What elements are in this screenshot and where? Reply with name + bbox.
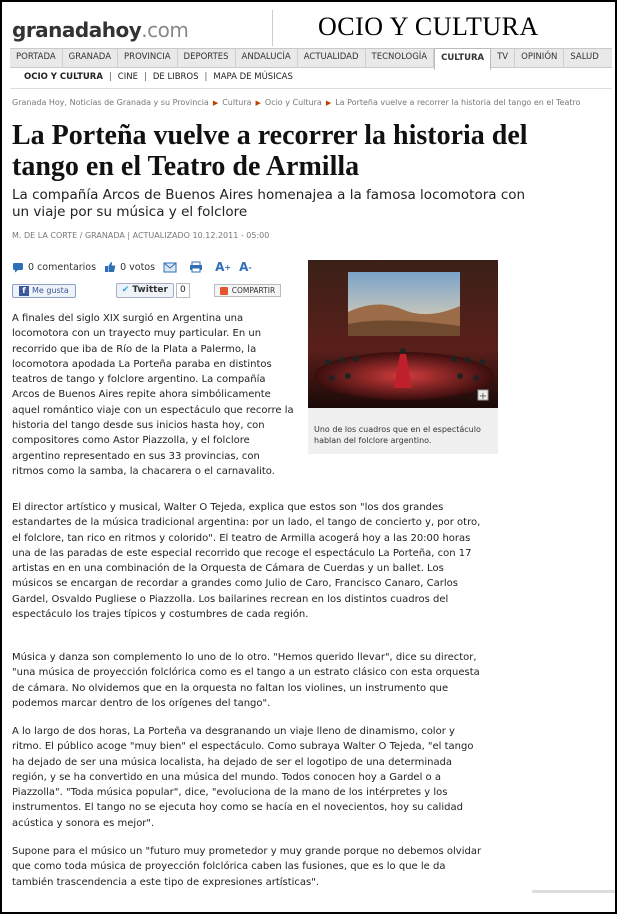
breadcrumb-home[interactable]: Granada Hoy, Noticias de Granada y su Provincia [12, 98, 209, 107]
nav-item-actualidad[interactable]: ACTUALIDAD [298, 48, 366, 68]
article-title: La Porteña vuelve a recorrer la historia del tango en el Teatro de Armilla [12, 120, 528, 182]
section-title: OCIO Y CULTURA [318, 12, 539, 41]
article-paragraph-3: A lo largo de dos horas, La Porteña va desgranando un viaje lleno de dinamismo, color y ritmo. El público acoge "muy bien" el espectáculo. Como subraya Walter O Tejeda, "el tango ha dejado de ser una música localista, ha dejado de ser el logotipo de una determinada región, y se ha convertido en una música del mundo. Todos conocen hoy a Gardel o a Piazzolla". "Toda música popular", dice, "evoluciona de la mano de los intérpretes y los instrumentos. El tango no se ejecuta hoy como se hacía en el novecientos, hoy su calidad acústica y sonora es mejor". [12, 726, 474, 829]
facebook-like-label: Me gusta [32, 285, 69, 295]
subnav-separator: | [143, 72, 147, 82]
subnav-item-libros[interactable]: DE LIBROS [152, 72, 199, 82]
subnav-separator: | [108, 72, 112, 82]
facebook-icon: f [19, 286, 29, 296]
article-lead: A finales del siglo XIX surgió en Argentina una locomotora con un trayecto muy particular. En un recorrido que iba de Río de la Plata a Palermo, la locomotora apodada La Porteña paraba en distintos teatros de tango y folclore argentino. La compañía Arcos de Buenos Aires repite ahora simbólicamente aquel romántico viaje con un espectáculo que recorre la historia del tango desde sus inicios hasta hoy, con compositores como Astor Piazzolla, y el folclore argentino representado en sus 33 provincias, con ritmos como la samba, la chacarera o el carnavalito. [12, 313, 294, 477]
photo-caption: Uno de los cuadros que en el espectáculo hablan del folclore argentino. [314, 425, 481, 445]
share-button[interactable] [214, 284, 281, 297]
share-icon [220, 287, 228, 295]
twitter-count: 0 [176, 283, 190, 298]
votes-link[interactable] [104, 261, 155, 273]
twitter-label: Twitter [132, 285, 168, 295]
breadcrumb-cultura[interactable]: Cultura [222, 98, 252, 107]
font-increase-button[interactable] [215, 260, 231, 274]
mail-icon [163, 261, 177, 273]
article-photo[interactable] [308, 260, 498, 408]
plus-icon: + [224, 262, 232, 272]
article-tools [12, 260, 260, 274]
comments-count: 0 comentarios [28, 261, 97, 273]
print-button[interactable] [189, 261, 207, 273]
nav-item-deportes[interactable]: DEPORTES [178, 48, 236, 68]
article-byline: M. DE LA CORTE / GRANADA | ACTUALIZADO 10.12.2011 - 05:00 [12, 231, 270, 240]
article-paragraph-2: Música y danza son complemento lo uno de lo otro. "Hemos querido llevar", dice su director, "una música de proyección folclórica como es el tango a un estrato clásico con esta orquesta de cámara. No olvidemos que en la orquesta no faltan los violines, un instrumento que podemos marcar dentro de los orígenes del tango". [12, 652, 480, 709]
thumbs-up-icon [104, 261, 116, 273]
facebook-like-button[interactable] [12, 284, 76, 298]
social-bar [12, 283, 281, 298]
nav-item-opinion[interactable]: OPINIÓN [515, 48, 564, 68]
sub-nav [22, 72, 299, 82]
nav-item-andalucia[interactable]: ANDALUCÍA [236, 48, 298, 68]
nav-item-salud[interactable]: SALUD [570, 52, 599, 62]
chevron-right-icon: ▶ [325, 99, 332, 107]
breadcrumb-ocio[interactable]: Ocio y Cultura [264, 98, 322, 107]
subnav-item-cine[interactable]: CINE [117, 72, 138, 82]
chevron-right-icon: ▶ [255, 99, 261, 107]
comments-link[interactable] [12, 261, 96, 273]
nav-item-portada[interactable]: PORTADA [10, 48, 63, 68]
article-paragraph-1: El director artístico y musical, Walter O Tejeda, explica que estos son "los dos grandes estandartes de la música tradicional argentina: por un lado, el tango de concierto y, por otro, el folclore, tan rico en ritmos y colorido". El teatro de Armilla acogerá hoy a las 20:00 horas una de las paradas de este especial recorrido que recoge el espectáculo La Porteña, con 17 artistas en en una combinación de la Orquesta de Cámara de Cuerdas y un ballet. Los músicos se encargan de recordar a grandes como Julio de Caro, Francisco Canaro, Carlos Gardel, Osvaldo Pugliese o Piazzolla. Los bailarines recrean en los distintos cuadros del espectáculo los trajes típicos y costumbres de cada región. [12, 502, 481, 621]
article-paragraph-4: Supone para el músico un "futuro muy prometedor y muy grande porque no debemos olvidar que como toda música de proyección folclórica caben las fusiones, que es lo que le da también trascendencia a este tipo de expresiones artísticas". [12, 846, 482, 888]
nav-item-granada[interactable]: GRANADA [63, 48, 118, 68]
svg-text:+: + [478, 391, 488, 402]
share-label: COMPARTIR [231, 286, 276, 295]
subnav-separator: | [204, 72, 208, 82]
votes-count: 0 votos [120, 261, 156, 273]
logo-extension: .com [141, 18, 189, 42]
page-divider [532, 890, 616, 893]
font-decrease-button[interactable] [239, 260, 252, 274]
nav-item-tecnologia[interactable]: TECNOLOGÍA [366, 48, 435, 68]
header-divider [272, 10, 273, 46]
article-figure [308, 260, 498, 454]
breadcrumb-current: La Porteña vuelve a recorrer la historia del tango en el Teatro [335, 98, 581, 107]
logo-text: granadahoy [12, 18, 142, 42]
nav-item-cultura[interactable]: CULTURA [434, 48, 491, 70]
font-decrease-icon: A [239, 260, 249, 274]
minus-icon: - [248, 262, 252, 272]
nav-item-provincia[interactable]: PROVINCIA [118, 48, 178, 68]
subnav-item-musicas[interactable]: MAPA DE MÚSICAS [213, 72, 293, 82]
subnav-item-ocio[interactable]: OCIO Y CULTURA [24, 72, 103, 82]
font-increase-icon: A [215, 260, 225, 274]
print-icon [189, 261, 203, 273]
article-subtitle: La compañía Arcos de Buenos Aires homenajea a la famosa locomotora con un viaje por su música y el folclore [12, 187, 526, 220]
twitter-icon: ✔ [121, 285, 130, 295]
email-button[interactable] [163, 261, 181, 273]
comment-icon [12, 261, 24, 273]
twitter-button[interactable] [116, 283, 174, 298]
nav-item-tv[interactable]: TV [491, 48, 515, 68]
subnav-divider [10, 88, 612, 89]
breadcrumb [12, 98, 616, 107]
site-logo[interactable] [12, 18, 188, 42]
site-header [10, 8, 611, 46]
chevron-right-icon: ▶ [212, 99, 219, 107]
main-nav [10, 48, 612, 68]
